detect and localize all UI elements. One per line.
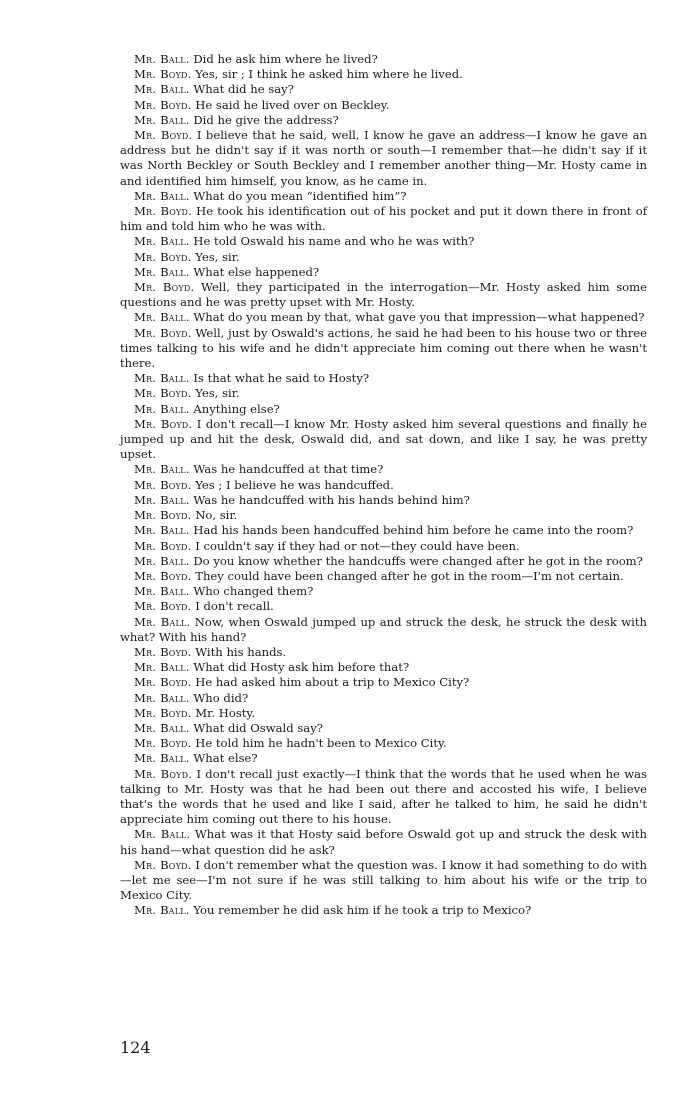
transcript-line: [120, 280, 647, 310]
speech-text: They could have been changed after he got in the room—I'm not certain.: [195, 568, 624, 583]
transcript-line: [120, 478, 647, 493]
speech-text: I don't recall—I know Mr. Hosty asked him several questions and finally he jumped up and hit the desk, Oswald did, and sat down, and like I say, he was pretty upset.: [120, 416, 648, 462]
speaker-label: Mr. Ball.: [134, 660, 190, 675]
transcript-line: [120, 569, 647, 584]
speech-text: Was he handcuffed with his hands behind him?: [193, 492, 470, 507]
speaker-label: Mr. Ball.: [134, 903, 190, 918]
transcript-line: [120, 767, 647, 828]
speech-text: Now, when Oswald jumped up and struck the desk, he struck the desk with what? With his hand?: [120, 614, 647, 644]
speaker-label: Mr. Ball.: [134, 523, 190, 538]
speech-text: Was he handcuffed at that time?: [193, 462, 384, 477]
speaker-label: Mr. Boyd.: [134, 97, 192, 112]
speaker-label: Mr. Ball.: [134, 584, 190, 599]
transcript-line: [120, 371, 647, 386]
speech-text: I don't remember what the question was. I know it had something to do with—let me see—I'm not sure if he was still talking to him about his wife or the trip to Mexico City.: [120, 857, 647, 903]
speech-text: He told him he hadn't been to Mexico City.: [195, 736, 447, 751]
transcript-line: [120, 402, 647, 417]
speech-text: What did Oswald say?: [193, 720, 323, 735]
speaker-label: Mr. Boyd.: [134, 508, 192, 523]
speaker-label: Mr. Boyd.: [134, 766, 193, 781]
transcript-line: [120, 827, 647, 857]
speech-text: I don't recall.: [195, 599, 274, 614]
speaker-label: Mr. Ball.: [134, 751, 190, 766]
speech-text: Mr. Hosty.: [195, 705, 256, 720]
speech-text: Yes, sir.: [195, 249, 240, 264]
speech-text: Is that what he said to Hosty?: [193, 371, 370, 386]
speaker-label: Mr. Boyd.: [134, 325, 192, 340]
transcript-line: [120, 462, 647, 477]
speech-text: Anything else?: [193, 401, 280, 416]
transcript-line: [120, 204, 647, 234]
transcript-line: [120, 721, 647, 736]
speaker-label: Mr. Ball.: [134, 720, 190, 735]
speaker-label: Mr. Ball.: [134, 82, 190, 97]
speech-text: What did Hosty ask him before that?: [193, 660, 410, 675]
transcript-line: [120, 265, 647, 280]
speech-text: I don't recall just exactly—I think that the words that he used when he was talking to Mr. Hosty was that he had been out there and accosted his wife, I believe that's the words that he used and like I said, after he talked to him, he said he didn't appreciate him coming out there to his house.: [120, 766, 647, 827]
speaker-label: Mr. Boyd.: [134, 568, 192, 583]
speaker-label: Mr. Boyd.: [134, 644, 192, 659]
transcript-line: [120, 98, 647, 113]
speech-text: What did he say?: [193, 82, 294, 97]
transcript-line: [120, 82, 647, 97]
speaker-label: Mr. Ball.: [134, 310, 190, 325]
speaker-label: Mr. Boyd.: [134, 128, 193, 143]
speech-text: Well, just by Oswald's actions, he said he had been to his house two or three times talking to his wife and he didn't appreciate him coming out there when he wasn't there.: [120, 325, 648, 371]
transcript-line: [120, 523, 647, 538]
speaker-label: Mr. Boyd.: [134, 416, 193, 431]
speech-text: What do you mean “identified him”?: [193, 188, 407, 203]
speech-text: No, sir.: [195, 508, 238, 523]
speaker-label: Mr. Ball.: [134, 112, 190, 127]
speech-text: Do you know whether the handcuffs were changed after he got in the room?: [193, 553, 643, 568]
speech-text: Well, they participated in the interrogation—Mr. Hosty asked him some questions and he was pretty upset with Mr. Hosty.: [120, 280, 648, 310]
transcript-line: [120, 903, 647, 918]
speech-text: Did he give the address?: [193, 112, 339, 127]
speaker-label: Mr. Ball.: [134, 234, 190, 249]
speaker-label: Mr. Ball.: [134, 492, 190, 507]
speech-text: He had asked him about a trip to Mexico City?: [195, 675, 470, 690]
transcript-line: [120, 67, 647, 82]
speaker-label: Mr. Ball.: [134, 614, 191, 629]
speaker-label: Mr. Boyd.: [134, 675, 192, 690]
speaker-label: Mr. Boyd.: [134, 857, 192, 872]
speaker-label: Mr. Ball.: [134, 553, 190, 568]
transcript-line: [120, 736, 647, 751]
transcript-line: [120, 508, 647, 523]
speech-text: Who did?: [193, 690, 249, 705]
speaker-label: Mr. Boyd.: [134, 280, 195, 295]
speaker-label: Mr. Boyd.: [134, 477, 192, 492]
speech-text: I couldn't say if they had or not—they could have been.: [195, 538, 520, 553]
transcript-line: [120, 250, 647, 265]
transcript-line: [120, 417, 647, 463]
speaker-label: Mr. Ball.: [134, 264, 190, 279]
transcript-line: [120, 858, 647, 904]
page-number: 124: [120, 1038, 151, 1057]
transcript-line: [120, 52, 647, 67]
speaker-label: Mr. Boyd.: [134, 386, 192, 401]
transcript-line: [120, 675, 647, 690]
transcript-line: [120, 706, 647, 721]
speech-text: Yes, sir.: [195, 386, 240, 401]
transcript-page: [120, 52, 647, 919]
speaker-label: Mr. Boyd.: [134, 599, 192, 614]
speech-text: What else?: [193, 751, 258, 766]
speech-text: What was it that Hosty said before Oswald got up and struck the desk with his hand—what question did he ask?: [120, 827, 647, 857]
transcript-line: [120, 539, 647, 554]
speaker-label: Mr. Boyd.: [134, 204, 192, 219]
transcript-line: [120, 584, 647, 599]
speech-text: He told Oswald his name and who he was with?: [193, 234, 475, 249]
transcript-line: [120, 189, 647, 204]
speech-text: You remember he did ask him if he took a trip to Mexico?: [193, 903, 532, 918]
transcript-line: [120, 691, 647, 706]
speaker-label: Mr. Boyd.: [134, 67, 192, 82]
speaker-label: Mr. Ball.: [134, 827, 191, 842]
transcript-line: [120, 128, 647, 189]
speech-text: Yes, sir ; I think he asked him where he lived.: [195, 67, 463, 82]
speech-text: What else happened?: [193, 264, 320, 279]
transcript-line: [120, 310, 647, 325]
speech-text: With his hands.: [195, 644, 287, 659]
transcript-line: [120, 660, 647, 675]
speaker-label: Mr. Ball.: [134, 188, 190, 203]
transcript-line: [120, 599, 647, 614]
speaker-label: Mr. Boyd.: [134, 736, 192, 751]
transcript-line: [120, 615, 647, 645]
speech-text: Who changed them?: [193, 584, 314, 599]
speech-text: I believe that he said, well, I know he gave an address—I know he gave an address but he didn't say if it was north or south—I remember that—he didn't say if it was North Beckley or South Beckley and I remember another thing—Mr. Hosty came in and identified him himself, you know, as he came in.: [120, 128, 647, 188]
speaker-label: Mr. Boyd.: [134, 705, 192, 720]
speaker-label: Mr. Ball.: [134, 52, 190, 66]
speaker-label: Mr. Boyd.: [134, 249, 192, 264]
transcript-line: [120, 113, 647, 128]
speech-text: Did he ask him where he lived?: [193, 52, 378, 66]
speech-text: He said he lived over on Beckley.: [195, 97, 390, 112]
speaker-label: Mr. Boyd.: [134, 538, 192, 553]
speech-text: Yes ; I believe he was handcuffed.: [195, 477, 394, 492]
transcript-line: [120, 326, 647, 372]
transcript-line: [120, 234, 647, 249]
transcript-line: [120, 554, 647, 569]
transcript-line: [120, 645, 647, 660]
speaker-label: Mr. Ball.: [134, 462, 190, 477]
speech-text: Had his hands been handcuffed behind him before he came into the room?: [193, 523, 634, 538]
speech-text: He took his identification out of his pocket and put it down there in front of him and told him who he was with.: [120, 204, 648, 234]
speaker-label: Mr. Ball.: [134, 371, 190, 386]
speaker-label: Mr. Ball.: [134, 401, 190, 416]
transcript-line: [120, 386, 647, 401]
speech-text: What do you mean by that, what gave you that impression—what happened?: [193, 310, 645, 325]
transcript-line: [120, 751, 647, 766]
transcript-line: [120, 493, 647, 508]
speaker-label: Mr. Ball.: [134, 690, 190, 705]
